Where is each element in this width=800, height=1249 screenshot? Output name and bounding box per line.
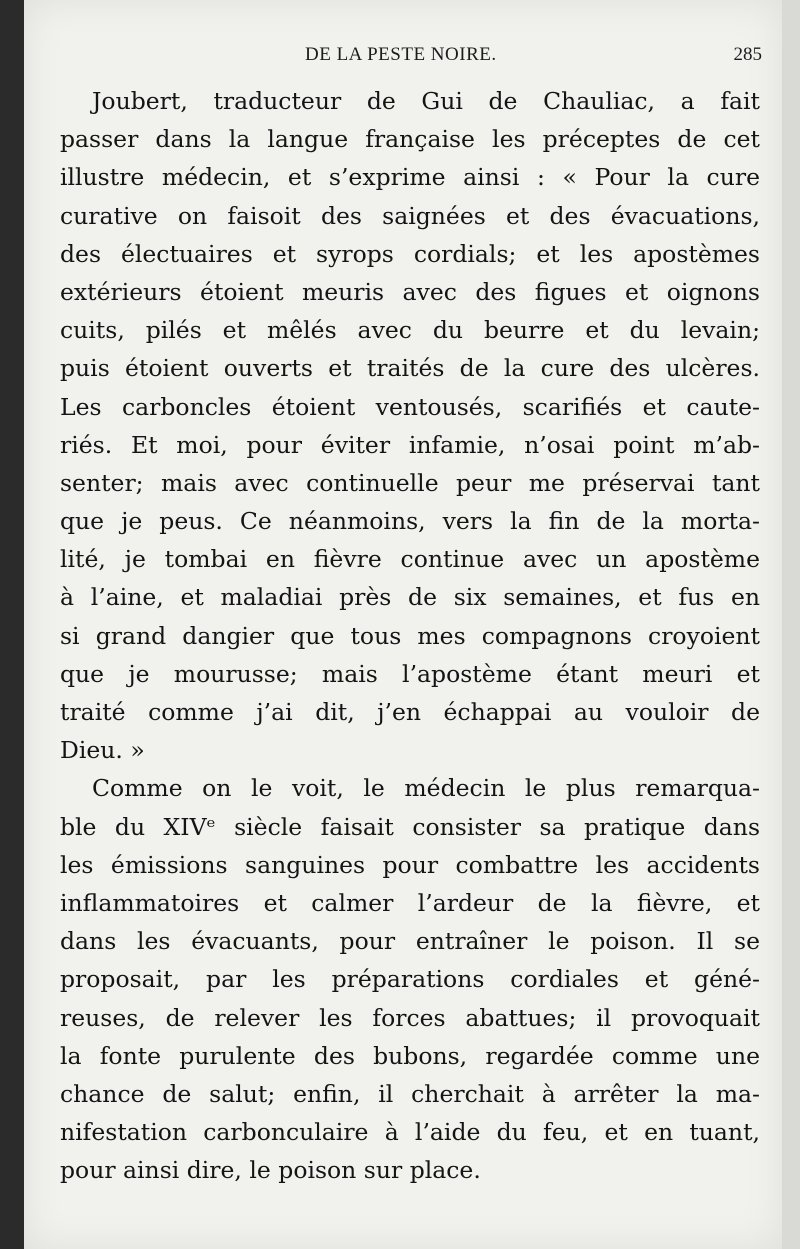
page-number: 285 bbox=[733, 44, 762, 65]
running-title: DE LA PESTE NOIRE. bbox=[305, 44, 497, 65]
text-line: Comme on le voit, le médecin le plus remarqua- bbox=[92, 774, 760, 803]
text-line: à l’aine, et maladiai près de six semaines, et fus en bbox=[60, 583, 760, 612]
text-line: Joubert, traducteur de Gui de Chauliac, a fait bbox=[92, 87, 760, 115]
text-line: riés. Et moi, pour éviter infamie, n’osai point m’ab- bbox=[60, 430, 760, 459]
text-line: senter; mais avec continuelle peur me préservai tant bbox=[60, 468, 760, 497]
book-page bbox=[24, 0, 782, 1249]
text-line: curative on faisoit des saignées et des évacuations, bbox=[60, 201, 760, 230]
text-line: Dieu. » bbox=[60, 736, 145, 765]
text-line: des électuaires et syrops cordials; et les apostèmes bbox=[60, 239, 760, 268]
body-text bbox=[60, 82, 760, 1189]
text-line: reuses, de relever les forces abattues; il provoquait bbox=[60, 1003, 760, 1032]
text-line: traité comme j’ai dit, j’en échappai au vouloir de bbox=[60, 698, 760, 726]
text-line: la fonte purulente des bubons, regardée comme une bbox=[60, 1041, 760, 1070]
text-line: passer dans la langue française les préceptes de cet bbox=[60, 125, 760, 154]
text-line: proposait, par les préparations cordiales et géné- bbox=[60, 965, 760, 994]
text-line: inflammatoires et calmer l’ardeur de la fièvre, et bbox=[60, 888, 760, 917]
text-line: les émissions sanguines pour combattre les accidents bbox=[60, 850, 760, 879]
text-line: chance de salut; enfin, il cherchait à arrêter la ma- bbox=[60, 1079, 760, 1108]
text-line: puis étoient ouverts et traités de la cure des ulcères. bbox=[60, 354, 760, 383]
text-line: pour ainsi dire, le poison sur place. bbox=[60, 1156, 481, 1185]
text-line: lité, je tombai en fièvre continue avec un apostème bbox=[60, 545, 760, 574]
text-line: nifestation carbonculaire à l’aide du feu, et en tuant, bbox=[60, 1118, 760, 1147]
text-line: cuits, pilés et mêlés avec du beurre et du levain; bbox=[60, 316, 760, 345]
text-line: que je peus. Ce néanmoins, vers la fin de la morta- bbox=[60, 507, 760, 536]
text-line: Les carboncles étoient ventousés, scarifiés et caute- bbox=[60, 392, 760, 421]
text-line: que je mourusse; mais l’apostème étant meuri et bbox=[60, 659, 760, 688]
text-line: ble du XIVᵉ siècle faisait consister sa pratique dans bbox=[60, 812, 760, 841]
page-edge bbox=[782, 0, 800, 1249]
text-line: illustre médecin, et s’exprime ainsi : « Pour la cure bbox=[60, 163, 760, 192]
running-head bbox=[60, 44, 760, 72]
text-line: dans les évacuants, pour entraîner le poison. Il se bbox=[60, 927, 760, 956]
text-line: extérieurs étoient meuris avec des figues et oignons bbox=[60, 277, 760, 306]
text-line: si grand dangier que tous mes compagnons croyoient bbox=[60, 621, 760, 650]
